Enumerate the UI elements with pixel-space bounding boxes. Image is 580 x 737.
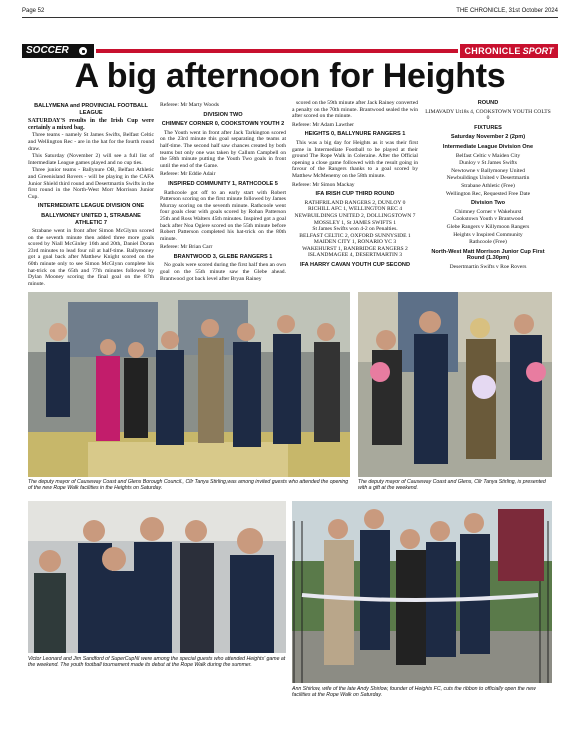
paragraph: Rathcoole got off to an early start with Robert Patterson scoring on the first minute followed by James Murray scoring on the seventh minute. Rathcoole went four goals clear with goals scored by Rohan Patterson 25th and Ross Walters 45th minutes. Inspired got a goal back after Noa Ogiere scored on the 55th minute before Robert Patterson completed his hat-trick on the 80th minute. — [160, 189, 286, 242]
group-photo — [28, 292, 350, 477]
result-line: MOSSLEY 1, St JAMES SWIFTS 1 — [313, 219, 397, 226]
article-column-3 — [292, 100, 418, 271]
photo-caption: Victor Leonard and Jim Sandford of SuperCupNI were among the special guests who attended Heights' game at the weekend. The youth football tournament made its debut at the Rope Walk during the summer. — [28, 656, 286, 669]
article-column-2 — [160, 100, 286, 283]
result-line: MAIDEN CITY 1, RONARIO YC 3 — [313, 239, 397, 246]
fixture-line: Rathcoole (Free) — [469, 239, 507, 246]
supercup-photo — [28, 501, 286, 653]
lead-paragraph: SATURDAY'S results in the Irish Cup were certainly a mixed bag. — [28, 118, 154, 131]
header-rule — [22, 17, 558, 18]
match-heading: BALLYMONEY UNITED 1, STRABANE ATHLETIC 7 — [41, 212, 141, 226]
result-line: St James Swifts won 4-2 on Penalties. — [312, 226, 398, 233]
headline: A big afternoon for Heights — [74, 57, 506, 95]
fixture-line: Heights v Inspired Community — [453, 231, 523, 238]
column-heading: ROUND — [477, 100, 499, 106]
photo-caption: Ann Shirlow, wife of the late Andy Shirlow, founder of Heights FC, cuts the ribbon to officially open the new facilities at the Rope Walk on Saturday. — [292, 686, 536, 699]
result-line: RICHILL AFC 1, WELLINGTON REC 4 — [307, 206, 403, 213]
page-number: Page 52 — [22, 8, 45, 14]
column-heading: IFA IRISH CUP THIRD ROUND — [315, 191, 395, 198]
result-line: WAKEHURST 1, BANBRIDGE RANGERS 2 — [302, 245, 408, 252]
fixture-line: Belfast Celtic v Maiden City — [455, 152, 521, 159]
sport-label: SPORT — [522, 46, 554, 56]
paragraph: The Youth went in front after Jack Tarkington scored on the 23rd minute this goal separating the teams at half-time. The second half saw chances created by both teams but only one was taken by Callum Campbell on the 58th minute putting the Youth Two goals in front until the end of the Game. — [160, 129, 286, 169]
paragraph: Three junior teams - Ballynure OB, Belfast Athletic and Greenisland Rovers - will be playing in the CAFA Junior Shield third round and Desertmartin Swifts in the first round in the North-West Morr Morrison Junior Cup. — [28, 167, 154, 200]
paragraph: Strabane went in front after Simon McGlynn scored on the seventh minute then added three more goals scored by Niall McGinley 16th and 20th, Daniel Doran 23rd minutes to lead four nil at half-time. Ballymoney got a goal back after Matthew Knight scored on the 60th minute only to see Simon McGlynn complete his hat-trick on the 65th and 77th minutes followed by Dylan Mooney scoring the final goal on the 87th minute. — [28, 228, 154, 287]
match-heading: INSPIRED COMMUNITY 1, RATHCOOLE 5 — [168, 180, 278, 187]
referee-line: Referee: Mr Simon Mackay — [292, 181, 355, 188]
referee-line: Referee: Mr Eddie Adair — [160, 171, 216, 178]
ribbon-photo — [292, 501, 552, 683]
masthead-date: THE CHRONICLE, 31st October 2024 — [456, 8, 558, 14]
fixture-line: Wellington Rec, Requested Free Date — [445, 190, 531, 197]
paragraph: scored on the 59th minute after Jack Rainey converted a penalty on the 70th minute. Brantwood sealed the win after scored on the minute. — [292, 100, 418, 120]
match-heading: CHIMNEY CORNER 0, COOKSTOWN YOUTH 2 — [161, 121, 285, 128]
article-column-1 — [28, 100, 154, 288]
column-heading: BALLYMENA and PROVINCIAL FOOTBALL LEAGUE — [34, 103, 148, 116]
fixture-line: Cookstown Youth v Brantwood — [452, 216, 524, 223]
fixture-line: Dunloy v St James Swifts — [459, 160, 517, 167]
fixtures-heading: FIXTURES — [474, 124, 502, 131]
section-label: SOCCER — [26, 45, 69, 56]
fixture-line: Glebe Rangers v Killymoon Rangers — [446, 223, 530, 230]
result-line: LIMAVADY Ut18s 4, COOKSTOWN YOUTH COLTS 0 — [425, 108, 551, 122]
paragraph: This Saturday (November 2) will see a full list of Intermediate League games played and no cup ties. — [28, 153, 154, 166]
gift-photo — [358, 292, 552, 477]
match-heading: HEIGHTS 0, BALLYNURE RANGERS 1 — [304, 131, 406, 138]
result-line: NEWBUILDINGS UNITED 2, DOLLINGSTOWN 7 — [294, 212, 416, 219]
fixture-line: Newtowne v Ballymoney United — [451, 167, 525, 174]
referee-line: Referee: Mr Adam Lawther — [292, 121, 354, 128]
fixture-line: Newbuildings United v Desertmartin — [446, 175, 530, 182]
article-column-4 — [424, 100, 552, 271]
result-line: RATHFRILAND RANGERS 2, DUNLOY 0 — [304, 199, 406, 206]
paragraph: Three teams - namely St James Swifts, Belfast Celtic and Wellington Rec - are in the hat for the fourth round draw. — [28, 132, 154, 152]
paragraph: This was a big day for Heights as it was their first game in Intermediate Football to be played at their ground The Rope Walk in Coleraine. After the Official opening a close game followed with the result going in favour of the Rangers thanks to a goal scored by Matthew McMenemy on the 58th minute. — [292, 139, 418, 179]
photo-caption: The deputy mayor of Causeway Coast and Glens Borough Council., Cllr Tanya Stirling,was among invited guests who attended the opening of the new Rope Walk facilities in the Heights on Saturday. — [28, 479, 349, 492]
cup-heading: North-West Matt Morrison Junior Cup First Round (1.30pm) — [431, 248, 545, 262]
column-heading: INTERMEDIATE LEAGUE DIVISION ONE — [37, 203, 145, 210]
fixtures-date: Saturday November 2 (2pm) — [450, 134, 526, 141]
fixture-line: Desertmartin Swifts v Roe Rovers — [449, 263, 527, 270]
fixture-line: Strabane Athletic (Free) — [461, 182, 515, 189]
match-heading: BRANTWOOD 3, GLEBE RANGERS 1 — [173, 253, 273, 260]
fixture-line: Chimney Corner v Wakehurst — [454, 208, 522, 215]
column-heading: DIVISION TWO — [203, 111, 243, 118]
referee-line: Referee: Mr Brian Carr — [160, 244, 213, 251]
column-heading: IFA HARRY CAVAN YOUTH CUP SECOND — [299, 262, 411, 269]
referee-line: Referee: Mr Marty Woods — [160, 102, 219, 108]
photo-caption: The deputy mayor of Causeway Coast and Glens, Cllr Tanya Stirling, is presented with a gift at the weekend. — [358, 479, 546, 492]
division-heading: Intermediate League Division One — [442, 143, 534, 150]
paragraph: No goals were scored during the first half then an own goal on the 55th minute saw the Glebe ahead. Brantwood got back level after Bryan Rainey — [160, 262, 286, 282]
red-rule — [96, 49, 458, 53]
football-icon — [78, 46, 88, 56]
result-line: BELFAST CELTIC 2, OXFORD SUNNYSIDE 1 — [299, 232, 411, 239]
division-heading: Division Two — [470, 200, 506, 207]
chronicle-label: CHRONICLE — [464, 46, 521, 56]
result-line: ISLANDMAGEE 4, DESERTMARTIN 3 — [307, 252, 403, 259]
